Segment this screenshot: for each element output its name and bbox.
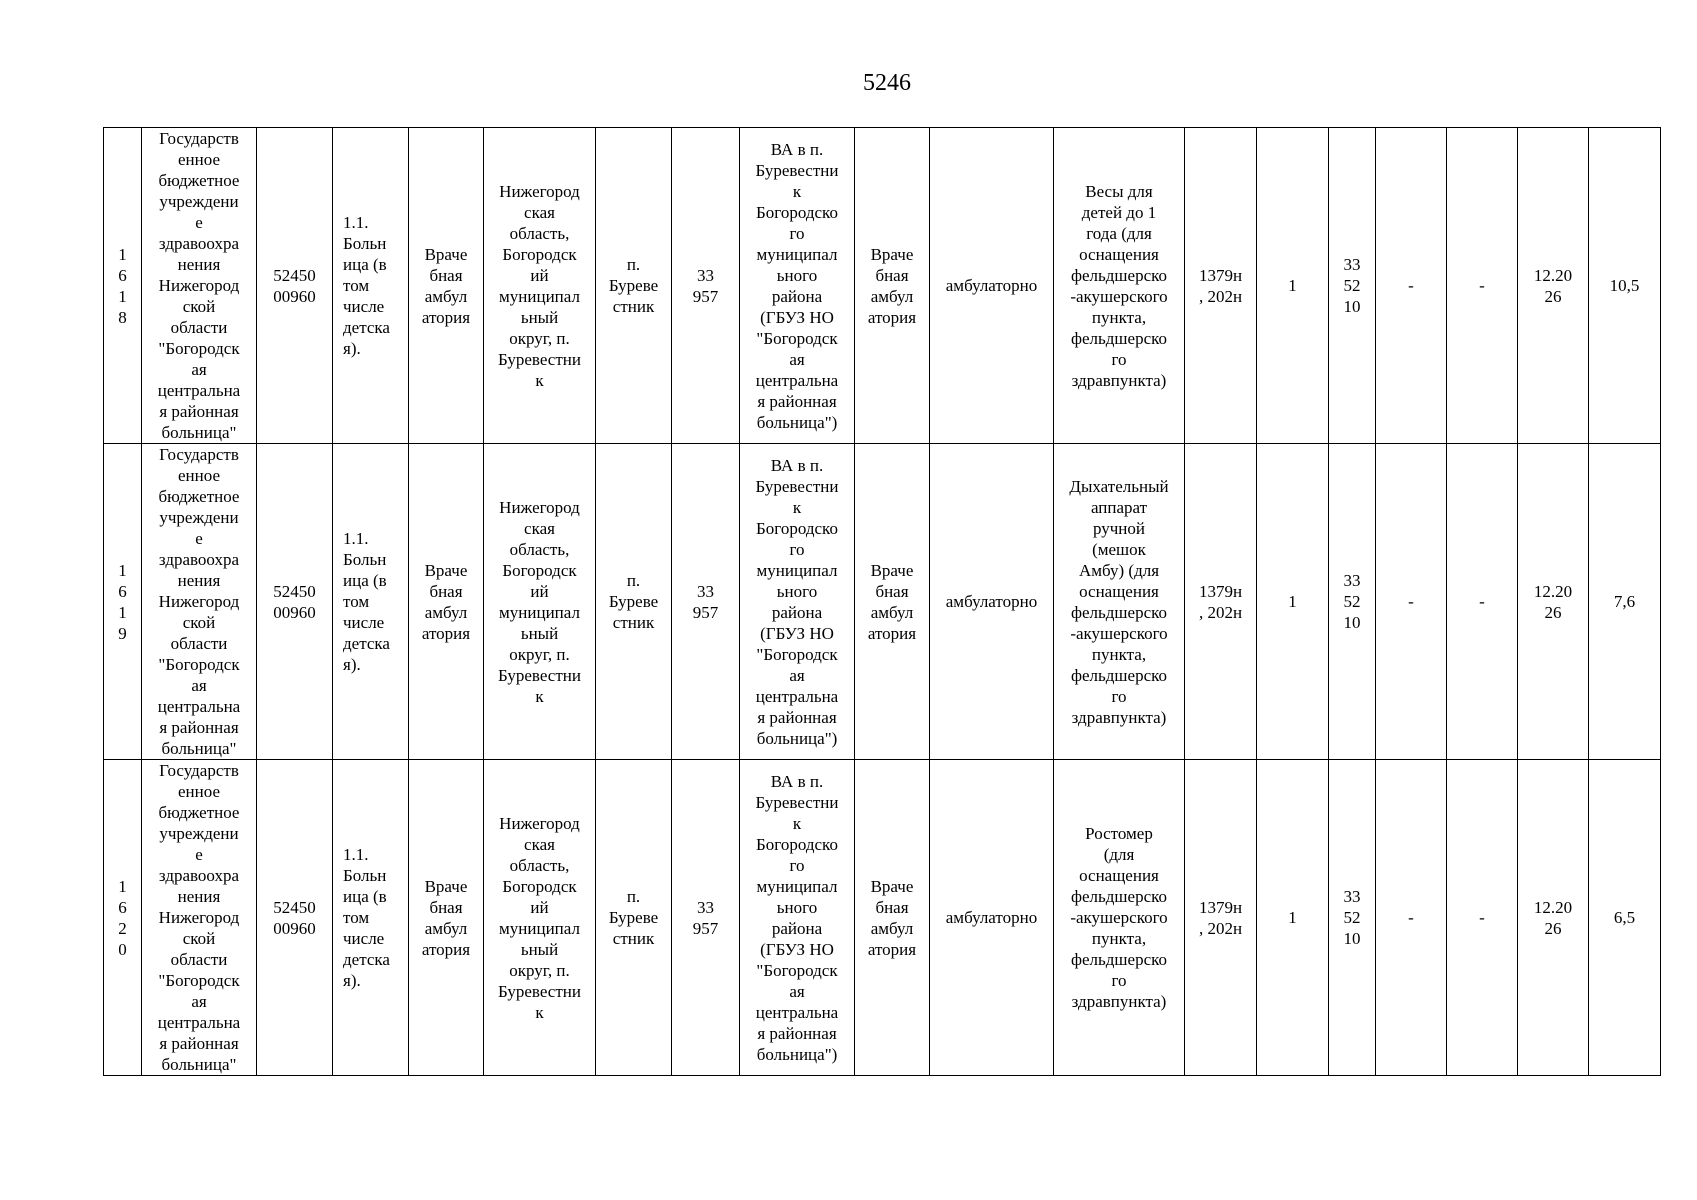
delivery-date: 12.20 26: [1518, 760, 1589, 1076]
settlement: п. Буреве стник: [596, 128, 672, 444]
quantity: 1: [1257, 128, 1329, 444]
organization-name: Государств енное бюджетное учреждени е здравоохра нения Нижегород ской области "Богородск ая центральна я районная больница": [142, 128, 257, 444]
equipment-table: [103, 127, 1661, 1076]
organization-name: Государств енное бюджетное учреждени е здравоохра нения Нижегород ской области "Богородск ая центральна я районная больница": [142, 444, 257, 760]
column-14: -: [1376, 760, 1447, 1076]
amount: 10,5: [1589, 128, 1661, 444]
table-row: [104, 760, 1661, 1076]
unit-type: Враче бная амбул атория: [409, 444, 484, 760]
unit-kind: Враче бная амбул атория: [855, 128, 930, 444]
delivery-date: 12.20 26: [1518, 128, 1589, 444]
okpd-code: 33 52 10: [1329, 444, 1376, 760]
column-15: -: [1447, 444, 1518, 760]
settlement: п. Буреве стник: [596, 760, 672, 1076]
quantity: 1: [1257, 760, 1329, 1076]
equipment-name: Ростомер (для оснащения фельдшерско -акушерского пункта, фельдшерско го здравпункта): [1054, 760, 1185, 1076]
organization-category: 1.1. Больн ица (в том числе детска я).: [333, 128, 409, 444]
quantity: 1: [1257, 444, 1329, 760]
equipment-name: Весы для детей до 1 года (для оснащения фельдшерско -акушерского пункта, фельдшерско го здравпункта): [1054, 128, 1185, 444]
row-number: 1 6 1 8: [104, 128, 142, 444]
table-row: [104, 128, 1661, 444]
column-14: -: [1376, 444, 1447, 760]
row-number: 1 6 1 9: [104, 444, 142, 760]
unit-kind: Враче бная амбул атория: [855, 760, 930, 1076]
unit-name: ВА в п. Буревестни к Богородско го муниципал ьного района (ГБУЗ НО "Богородск ая центральна я районная больница"): [740, 444, 855, 760]
organization-name: Государств енное бюджетное учреждени е здравоохра нения Нижегород ской области "Богородск ая центральна я районная больница": [142, 760, 257, 1076]
column-15: -: [1447, 128, 1518, 444]
table-row: [104, 444, 1661, 760]
unit-name: ВА в п. Буревестни к Богородско го муниципал ьного района (ГБУЗ НО "Богородск ая центральна я районная больница"): [740, 128, 855, 444]
organization-code: 52450 00960: [257, 128, 333, 444]
address: Нижегород ская область, Богородск ий муниципал ьный округ, п. Буревестни к: [484, 444, 596, 760]
address: Нижегород ская область, Богородск ий муниципал ьный округ, п. Буревестни к: [484, 128, 596, 444]
okpd-code: 33 52 10: [1329, 128, 1376, 444]
organization-category: 1.1. Больн ица (в том числе детска я).: [333, 444, 409, 760]
settlement: п. Буреве стник: [596, 444, 672, 760]
organization-code: 52450 00960: [257, 444, 333, 760]
delivery-date: 12.20 26: [1518, 444, 1589, 760]
unit-type: Враче бная амбул атория: [409, 128, 484, 444]
organization-category: 1.1. Больн ица (в том числе детска я).: [333, 760, 409, 1076]
column-14: -: [1376, 128, 1447, 444]
address: Нижегород ская область, Богородск ий муниципал ьный округ, п. Буревестни к: [484, 760, 596, 1076]
amount: 6,5: [1589, 760, 1661, 1076]
okpd-code: 33 52 10: [1329, 760, 1376, 1076]
order-reference: 1379н , 202н: [1185, 444, 1257, 760]
equipment-name: Дыхательный аппарат ручной (мешок Амбу) (для оснащения фельдшерско -акушерского пункта, фельдшерско го здравпункта): [1054, 444, 1185, 760]
column-15: -: [1447, 760, 1518, 1076]
unit-type: Враче бная амбул атория: [409, 760, 484, 1076]
oktmo-code: 33 957: [672, 128, 740, 444]
care-condition: амбулаторно: [930, 444, 1054, 760]
care-condition: амбулаторно: [930, 128, 1054, 444]
oktmo-code: 33 957: [672, 444, 740, 760]
unit-name: ВА в п. Буревестни к Богородско го муниципал ьного района (ГБУЗ НО "Богородск ая центральна я районная больница"): [740, 760, 855, 1076]
amount: 7,6: [1589, 444, 1661, 760]
order-reference: 1379н , 202н: [1185, 760, 1257, 1076]
care-condition: амбулаторно: [930, 760, 1054, 1076]
unit-kind: Враче бная амбул атория: [855, 444, 930, 760]
organization-code: 52450 00960: [257, 760, 333, 1076]
oktmo-code: 33 957: [672, 760, 740, 1076]
row-number: 1 6 2 0: [104, 760, 142, 1076]
order-reference: 1379н , 202н: [1185, 128, 1257, 444]
page-number: 5246: [863, 70, 911, 96]
